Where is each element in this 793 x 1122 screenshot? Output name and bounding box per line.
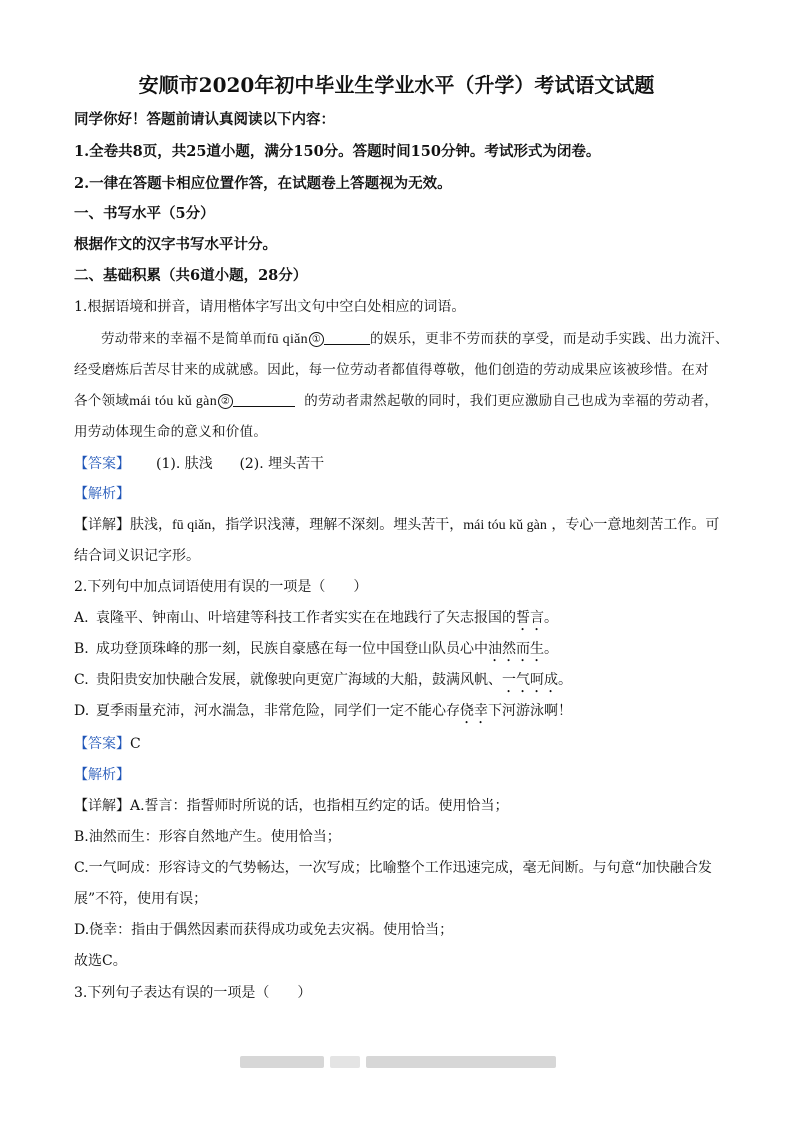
footer-watermark [330,1056,360,1068]
q2-detail-5: D.侥幸：指由于偶然因素而获得成功或免去灾祸。使用恰当； [74,922,454,938]
answer-blank-2[interactable] [233,392,295,407]
dotted-word: 侥幸 [460,703,488,719]
q2-detail-3: C.一气呵成：形容诗文的气势畅达，一次写成；比喻整个工作迅速完成，毫无间断。与句意“加快融合发 [74,860,712,876]
q1-text: 各个领域 [74,393,130,409]
q2-analysis-label: 【解析】 [74,767,130,783]
q2-detail-1: 【详解】A.誓言：指誓师时所说的话，也指相互约定的话。使用恰当； [74,798,509,814]
q1-text: 的娱乐，更非不劳而获的享受，而是动手实践、出力流汗、 [369,331,729,347]
blank-number: ① [309,332,324,347]
q1-passage-line-3 [74,392,718,411]
section-1-heading: 一、书写水平（5分） [74,205,215,222]
detail-text: ，指学识浅薄，理解不深刻。埋头苦干， [211,517,464,533]
q2-option-c [74,671,572,696]
q3-stem: 3.下列句子表达有误的一项是（ ） [74,985,312,1001]
q1-stem: 1.根据语境和拼音，请用楷体字写出文句中空白处相应的词语。 [74,299,466,315]
q2-stem: 2.下列句中加点词语使用有误的一项是（ ） [74,579,368,595]
option-letter: A. [74,610,89,626]
q1-passage-line-4: 用劳动体现生命的意义和价值。 [74,424,268,440]
pinyin: fū qiǎn [172,518,212,533]
answer-label: 【答案】 [74,456,130,472]
dotted-word: 一气呵成 [502,672,558,688]
q2-detail-4: 展”不符，使用有误； [74,891,208,907]
detail-text: ，专心一意地刻苦工作。可 [551,517,720,533]
option-text: 。 [558,672,572,688]
q2-detail-6: 故选C。 [74,953,127,969]
answer-2: (2). 埋头苦干 [239,456,325,472]
section-1-desc: 根据作文的汉字书写水平计分。 [74,236,277,253]
q2-detail-2: B.油然而生：形容自然地产生。使用恰当； [74,829,341,845]
option-text: 。 [544,641,558,657]
q2-option-d [74,702,572,727]
option-text: 贵阳贵安加快融合发展，就像驶向更宽广海域的大船，鼓满风帆、 [96,672,502,688]
option-letter: B. [74,641,89,657]
q1-analysis-label: 【解析】 [74,486,130,502]
option-letter: C. [74,672,89,688]
q1-detail-line-2: 结合词义识记字形。 [74,548,200,564]
instructions-item-2: 2.一律在答题卡相应位置作答，在试题卷上答题视为无效。 [74,175,452,192]
answer-blank-1[interactable] [324,330,370,345]
instructions-greeting: 同学你好！答题前请认真阅读以下内容： [74,111,335,128]
option-text: 夏季雨量充沛，河水湍急，非常危险，同学们一定不能心存 [96,703,460,719]
q1-text: 劳动带来的幸福不是简单而 [101,331,267,347]
dotted-word: 誓言 [516,610,544,626]
q1-text: 的劳动者肃然起敬的同时，我们更应激励自己也成为幸福的劳动者， [304,393,719,409]
answer-label: 【答案】 [74,736,130,752]
pinyin: fū qiǎn [266,332,308,347]
instructions-item-1: 1.全卷共8页，共25道小题，满分150分。答题时间150分钟。考试形式为闭卷。 [74,143,601,160]
page-title: 安顺市2020年初中毕业生学业水平（升学）考试语文试题 [138,73,655,97]
q1-passage-line-1 [101,330,729,349]
q1-answer [74,455,324,473]
q2-option-b [74,640,558,665]
footer-watermark [366,1056,556,1068]
option-text: 下河游泳啊！ [488,703,572,719]
dotted-word: 油然而生 [488,641,544,657]
q2-option-a [74,609,558,634]
answer-value: C [130,736,141,752]
section-2-heading: 二、基础积累（共6道小题，28分） [74,267,308,284]
option-letter: D. [74,703,90,719]
pinyin: mái tóu kǔ gàn [129,394,217,409]
detail-text: 【详解】肤浅， [74,517,172,533]
option-text: 袁隆平、钟南山、叶培建等科技工作者实实在在地践行了矢志报国的 [96,610,516,626]
blank-number: ② [218,394,233,409]
answer-1: (1). 肤浅 [156,456,213,472]
option-text: 成功登顶珠峰的那一刻，民族自豪感在每一位中国登山队员心中 [96,641,488,657]
option-text: 。 [544,610,558,626]
footer-watermark [240,1056,324,1068]
pinyin: mái tóu kǔ gàn [463,518,547,533]
q1-passage-line-2: 经受磨炼后苦尽甘来的成就感。因此，每一位劳动者都值得尊敬，他们创造的劳动成果应该被珍惜。在对 [74,362,709,378]
q1-detail-line-1 [74,516,719,535]
q2-answer [74,735,141,753]
